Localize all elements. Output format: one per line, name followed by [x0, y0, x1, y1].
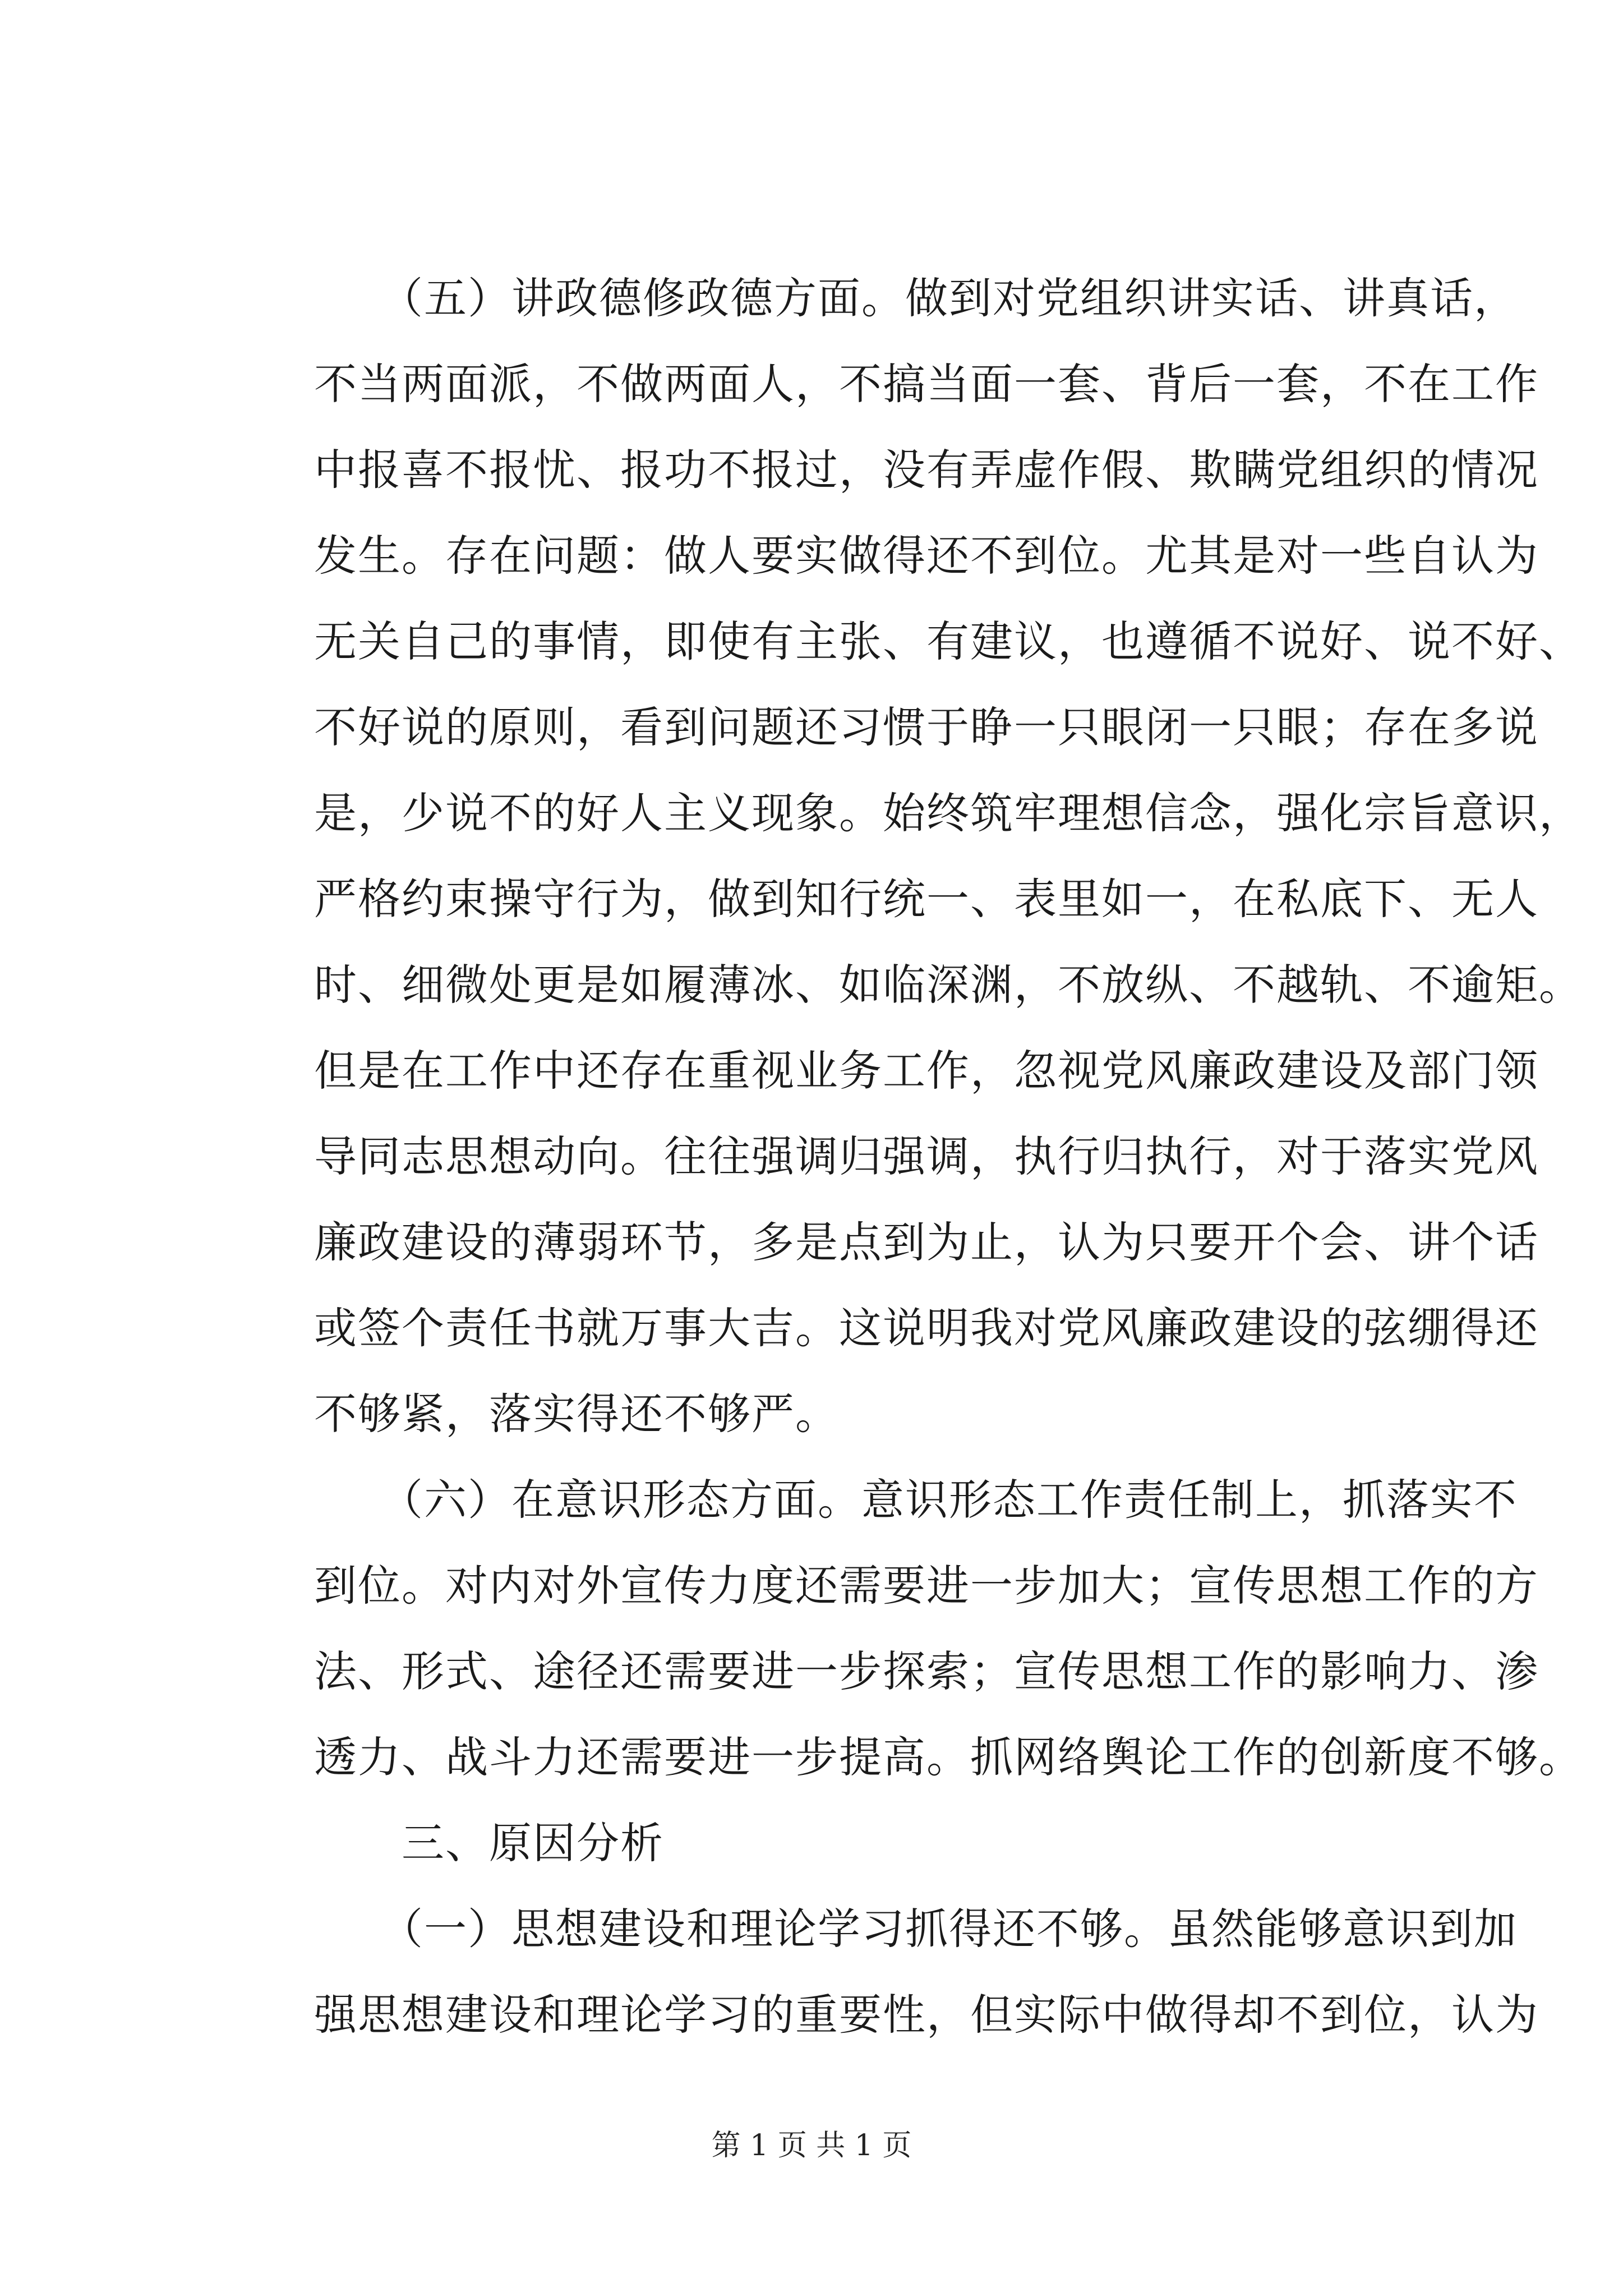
paragraph-line: （五）讲政德修政德方面。做到对党组织讲实话、讲真话，	[314, 273, 1518, 323]
paragraph-line: 不好说的原则，看到问题还习惯于睁一只眼闭一只眼；存在多说	[314, 702, 1539, 752]
paragraph-line: 发生。存在问题：做人要实做得还不到位。尤其是对一些自认为	[314, 531, 1539, 581]
paragraph-line: 廉政建设的薄弱环节，多是点到为止，认为只要开个会、讲个话	[314, 1217, 1539, 1267]
paragraph-line: （一）思想建设和理论学习抓得还不够。虽然能够意识到加	[314, 1904, 1518, 1954]
paragraph-line: 无关自己的事情，即使有主张、有建议，也遵循不说好、说不好、	[314, 616, 1583, 666]
paragraph-line: 导同志思想动向。往往强调归强调，执行归执行，对于落实党风	[314, 1131, 1539, 1181]
paragraph-line: 时、细微处更是如履薄冰、如临深渊，不放纵、不越轨、不逾矩。	[314, 960, 1583, 1010]
paragraph-line: 强思想建设和理论学习的重要性，但实际中做得却不到位，认为	[314, 1990, 1539, 2040]
paragraph-line: 或签个责任书就万事大吉。这说明我对党风廉政建设的弦绷得还	[314, 1303, 1539, 1353]
paragraph-line: 是，少说不的好人主义现象。始终筑牢理想信念，强化宗旨意识，	[314, 788, 1583, 838]
paragraph-line: 不当两面派，不做两面人，不搞当面一套、背后一套，不在工作	[314, 359, 1539, 409]
paragraph-line: 严格约束操守行为，做到知行统一、表里如一，在私底下、无人	[314, 874, 1539, 924]
document-body	[314, 255, 1583, 2058]
paragraph-line: 中报喜不报忧、报功不报过，没有弄虚作假、欺瞒党组织的情况	[314, 445, 1539, 495]
section-heading: 三、原因分析	[314, 1818, 664, 1868]
paragraph-line: 法、形式、途径还需要进一步探索；宣传思想工作的影响力、渗	[314, 1646, 1539, 1696]
paragraph-line: （六）在意识形态方面。意识形态工作责任制上，抓落实不	[314, 1475, 1518, 1525]
page-footer: 第 1 页 共 1 页	[711, 2129, 912, 2162]
paragraph-line: 但是在工作中还存在重视业务工作，忽视党风廉政建设及部门领	[314, 1046, 1539, 1096]
paragraph-line: 到位。对内对外宣传力度还需要进一步加大；宣传思想工作的方	[314, 1561, 1539, 1611]
paragraph-line: 透力、战斗力还需要进一步提高。抓网络舆论工作的创新度不够。	[314, 1732, 1583, 1782]
paragraph-line: 不够紧，落实得还不够严。	[314, 1389, 839, 1439]
